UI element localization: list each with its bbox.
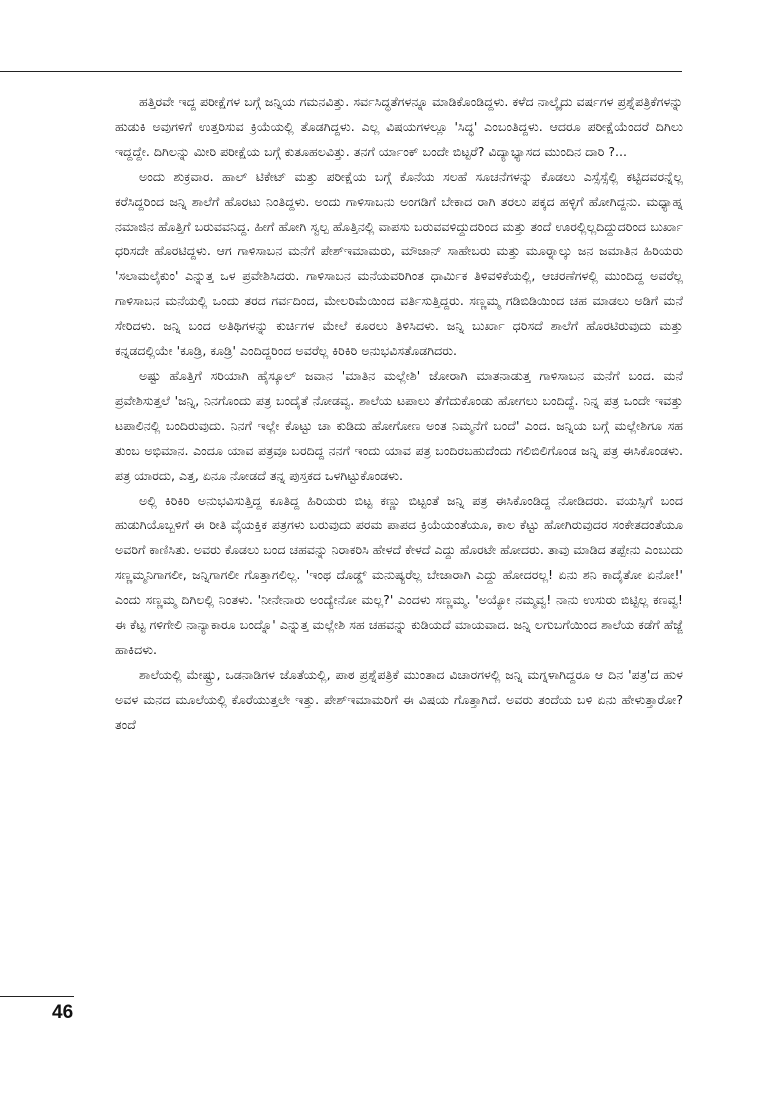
paragraph-1: ಹತ್ತಿರವೇ ಇದ್ದ ಪರೀಕ್ಷೆಗಳ ಬಗ್ಗೆ ಜನ್ನಿಯ ಗಮನವಿತ್ತು. ಸರ್ವಸಿದ್ಧತೆಗಳನ್ನೂ ಮಾಡಿಕೊಂಡಿದ್ದಳು. ಕಳೆದ ನಾಲ್ಕೈದು ವರ್ಷಗಳ ಪ್ರಶ್ನೆಪತ್ರಿಕೆಗಳನ್ನು ಹುಡುಕಿ ಅವುಗಳಿಗೆ ಉತ್ತರಿಸುವ ಕ್ರಿಯೆಯಲ್ಲಿ ತೊಡಗಿದ್ದಳು. ಎಲ್ಲ ವಿಷಯಗಳಲ್ಲೂ 'ಸಿದ್ಧ' ಎಂಬಂತಿದ್ದಳು. ಆದರೂ ಪರೀಕ್ಷೆಯೆಂದರೆ ದಿಗಿಲು ಇದ್ದದ್ದೇ. ದಿಗಿಲನ್ನು ಮೀರಿ ಪರೀಕ್ಷೆಯ ಬಗ್ಗೆ ಕುತೂಹಲವಿತ್ತು. ತನಗೆ ರ್ಯಾಂಕ್ ಬಂದೇ ಬಿಟ್ಟರೆ? ವಿದ್ಯಾಭ್ಯಾಸದ ಮುಂದಿನ ದಾರಿ ?... xyxy=(115,94,683,159)
header-rule xyxy=(0,71,682,72)
page-body xyxy=(115,90,683,738)
paragraph-5: ಶಾಲೆಯಲ್ಲಿ ಮೇಷ್ಟ್ರು, ಒಡನಾಡಿಗಳ ಜೊತೆಯಲ್ಲಿ, ಪಾಠ ಪ್ರಶ್ನೆಪತ್ರಿಕೆ ಮುಂತಾದ ವಿಚಾರಗಳಲ್ಲಿ ಜನ್ನಿ ಮಗ್ನಳಾಗಿದ್ದರೂ ಆ ದಿನ 'ಪತ್ರ'ದ ಹುಳ ಅವಳ ಮನದ ಮೂಲೆಯಲ್ಲಿ ಕೊರೆಯುತ್ತಲೇ ಇತ್ತು. ಪೇಶ್‌ಇಮಾಮರಿಗೆ ಈ ವಿಷಯ ಗೊತ್ತಾಗಿದೆ. ಅವರು ತಂದೆಯ ಬಳಿ ಏನು ಹೇಳುತ್ತಾರೋ? ತಂದೆ xyxy=(115,666,683,732)
paragraph-4: ಅಲ್ಲಿ ಕಿರಿಕಿರಿ ಅನುಭವಿಸುತ್ತಿದ್ದ ಕೂತಿದ್ದ ಹಿರಿಯರು ಬಿಟ್ಟ ಕಣ್ಣು ಬಿಟ್ಟಂತೆ ಜನ್ನಿ ಪತ್ರ ಈಸಿಕೊಂಡಿದ್ದ ನೋಡಿದರು. ವಯಸ್ಸಿಗೆ ಬಂದ ಹುಡುಗಿಯೊಬ್ಬಳಿಗೆ ಈ ರೀತಿ ವೈಯಕ್ತಿಕ ಪತ್ರಗಳು ಬರುವುದು ಪರಮ ಪಾಪದ ಕ್ರಿಯೆಯಂತೆಯೂ, ಕಾಲ ಕೆಟ್ಟು ಹೋಗಿರುವುದರ ಸಂಕೇತದಂತೆಯೂ ಅವರಿಗೆ ಕಾಣಿಸಿತು. ಅವರು ಕೊಡಲು ಬಂದ ಚಹವನ್ನು ನಿರಾಕರಿಸಿ ಹೇಳದೆ ಕೇಳದೆ ಎದ್ದು ಹೊರಟೇ ಹೋದರು. ತಾವು ಮಾಡಿದ ತಪ್ಪೇನು ಎಂಬುದು ಸಣ್ಣಮ್ಮನಿಗಾಗಲೀ, ಜನ್ನಿಗಾಗಲೀ ಗೊತ್ತಾಗಲಿಲ್ಲ. 'ಇಂಥ ದೊಡ್ಡ್ ಮನುಷ್ಯರೆಲ್ಲ ಬೇಜಾರಾಗಿ ಎದ್ದು ಹೋದರಲ್ಲ! ಏನು ಶನಿ ಕಾದೈತೋ ಏನೋ!' ಎಂದು ಸಣ್ಣಮ್ಮ ದಿಗಿಲಲ್ಲಿ ನಿಂತಳು. 'ನೀನೇನಾರು ಅಂದ್ಯೇನೋ ಮಲ್ಲ?' ಎಂದಳು ಸಣ್ಣಮ್ಮ. 'ಅಯ್ಯೋ ನಮ್ಮವ್ವ! ನಾನು ಉಸುರು ಬಿಟ್ಟಿಲ್ಲ ಕಣವ್ವ! ಈ ಕೆಟ್ಟ ಗಳಿಗೇಲಿ ನಾನ್ಯಾಕಾರೂ ಬಂದ್ನೊ' ಎನ್ನುತ್ತ ಮಲ್ಲೇಶಿ ಸಹ ಚಹವನ್ನು ಕುಡಿಯದೆ ಮಾಯವಾದ. ಜನ್ನಿ ಲಗುಬಗೆಯಿಂದ ಶಾಲೆಯ ಕಡೆಗೆ ಹೆಜ್ಜೆ ಹಾಕಿದಳು. xyxy=(115,492,683,657)
paragraph-2: ಅಂದು ಶುಕ್ರವಾರ. ಹಾಲ್ ಟಿಕೇಟ್ ಮತ್ತು ಪರೀಕ್ಷೆಯ ಬಗ್ಗೆ ಕೊನೆಯ ಸಲಹೆ ಸೂಚನೆಗಳನ್ನು ಕೊಡಲು ಎಸ್ಸೆಸ್ಸೆಲ್ಲಿ ಕಟ್ಟಿದವರನ್ನೆಲ್ಲ ಕರೆಸಿದ್ದರಿಂದ ಜನ್ನಿ ಶಾಲೆಗೆ ಹೊರಟು ನಿಂತಿದ್ದಳು. ಅಂದು ಗಾಳಿಸಾಬನು ಅಂಗಡಿಗೆ ಬೇಕಾದ ರಾಗಿ ತರಲು ಪಕ್ಕದ ಹಳ್ಳಿಗೆ ಹೋಗಿದ್ದನು. ಮಧ್ಯಾಹ್ನ ನಮಾಜಿನ ಹೊತ್ತಿಗೆ ಬರುವವನಿದ್ದ. ಹೀಗೆ ಹೋಗಿ ಸ್ವಲ್ಪ ಹೊತ್ತಿನಲ್ಲಿ ವಾಪಸು ಬರುವವಳಿದ್ದುದರಿಂದ ಮತ್ತು ತಂದೆ ಊರಲ್ಲಿಲ್ಲದಿದ್ದುದರಿಂದ ಬುರ್ಖಾ ಧರಿಸದೇ ಹೊರಟಿದ್ದಳು. ಆಗ ಗಾಳಿಸಾಬನ ಮನೆಗೆ ಪೇಶ್‌ಇಮಾಮರು, ಮೌಜಾನ್ ಸಾಹೇಬರು ಮತ್ತು ಮೂರ್‍ನಾಲ್ಕು ಜನ ಜಮಾತಿನ ಹಿರಿಯರು 'ಸಲಾಮಲೈಕುಂ' ಎನ್ನುತ್ತ ಒಳ ಪ್ರವೇಶಿಸಿದರು. ಗಾಳಿಸಾಬನ ಮನೆಯವರಿಗಿಂತ ಧಾರ್ಮಿಕ ತಿಳಿವಳಿಕೆಯಲ್ಲಿ, ಆಚರಣೆಗಳಲ್ಲಿ ಮುಂದಿದ್ದ ಅವರೆಲ್ಲ ಗಾಳಿಸಾಬನ ಮನೆಯಲ್ಲಿ ಒಂದು ತರದ ಗರ್ವದಿಂದ, ಮೇಲರಿಮೆಯಿಂದ ವರ್ತಿಸುತ್ತಿದ್ದರು. ಸಣ್ಣಮ್ಮ ಗಡಿಬಿಡಿಯಿಂದ ಚಹ ಮಾಡಲು ಅಡಿಗೆ ಮನೆ ಸೇರಿದಳು. ಜನ್ನಿ ಬಂದ ಅತಿಥಿಗಳನ್ನು ಕುರ್ಚಿಗಳ ಮೇಲೆ ಕೂರಲು ತಿಳಿಸಿದಳು. ಜನ್ನಿ ಬುರ್ಖಾ ಧರಿಸದೆ ಶಾಲೆಗೆ ಹೊರಟಿರುವುದು ಮತ್ತು ಕನ್ನಡದಲ್ಲಿಯೇ 'ಕೂಡ್ರಿ, ಕೂಡ್ರಿ' ಎಂದಿದ್ದರಿಂದ ಅವರೆಲ್ಲ ಕಿರಿಕಿರಿ ಅನುಭವಿಸತೊಡಗಿದರು. xyxy=(115,168,683,359)
page-number: 46 xyxy=(52,1002,74,1023)
page-number-rule xyxy=(0,996,74,997)
paragraph-3: ಅಷ್ಟು ಹೊತ್ತಿಗೆ ಸರಿಯಾಗಿ ಹೈಸ್ಕೂಲ್ ಜವಾನ 'ಮಾತಿನ ಮಲ್ಲೇಶಿ' ಜೋರಾಗಿ ಮಾತನಾಡುತ್ತ ಗಾಳಿಸಾಬನ ಮನೆಗೆ ಬಂದ. ಮನೆ ಪ್ರವೇಶಿಸುತ್ತಲೆ 'ಜನ್ನಿ, ನಿನಗೊಂದು ಪತ್ರ ಬಂದೈತೆ ನೋಡವ್ವ. ಶಾಲೆಯ ಟಪಾಲು ತೆಗೆದುಕೊಂಡು ಹೋಗಲು ಬಂದಿದ್ದೆ. ನಿನ್ನ ಪತ್ರ ಒಂದೇ ಇವತ್ತು ಟಪಾಲಿನಲ್ಲಿ ಬಂದಿರುವುದು. ನಿನಗೆ ಇಲ್ಲೇ ಕೊಟ್ಟು ಚಾ ಕುಡಿದು ಹೋಗೋಣ ಅಂತ ನಿಮ್ಮನೆಗೆ ಬಂದೆ' ಎಂದ. ಜನ್ನಿಯ ಬಗ್ಗೆ ಮಲ್ಲೇಶಿಗೂ ಸಹ ತುಂಬ ಅಭಿಮಾನ. ಎಂದೂ ಯಾವ ಪತ್ರವೂ ಬರದಿದ್ದ ನನಗೆ ಇಂದು ಯಾವ ಪತ್ರ ಬಂದಿರಬಹುದೆಂದು ಗಲಿಬಿಲಿಗೊಂಡ ಜನ್ನಿ ಪತ್ರ ಈಸಿಕೊಂಡಳು. ಪತ್ರ ಯಾರದು, ಎತ್ತ, ಏನೂ ನೋಡದೆ ತನ್ನ ಪುಸ್ತಕದ ಒಳಗಿಟ್ಟುಕೊಂಡಳು. xyxy=(115,367,683,483)
